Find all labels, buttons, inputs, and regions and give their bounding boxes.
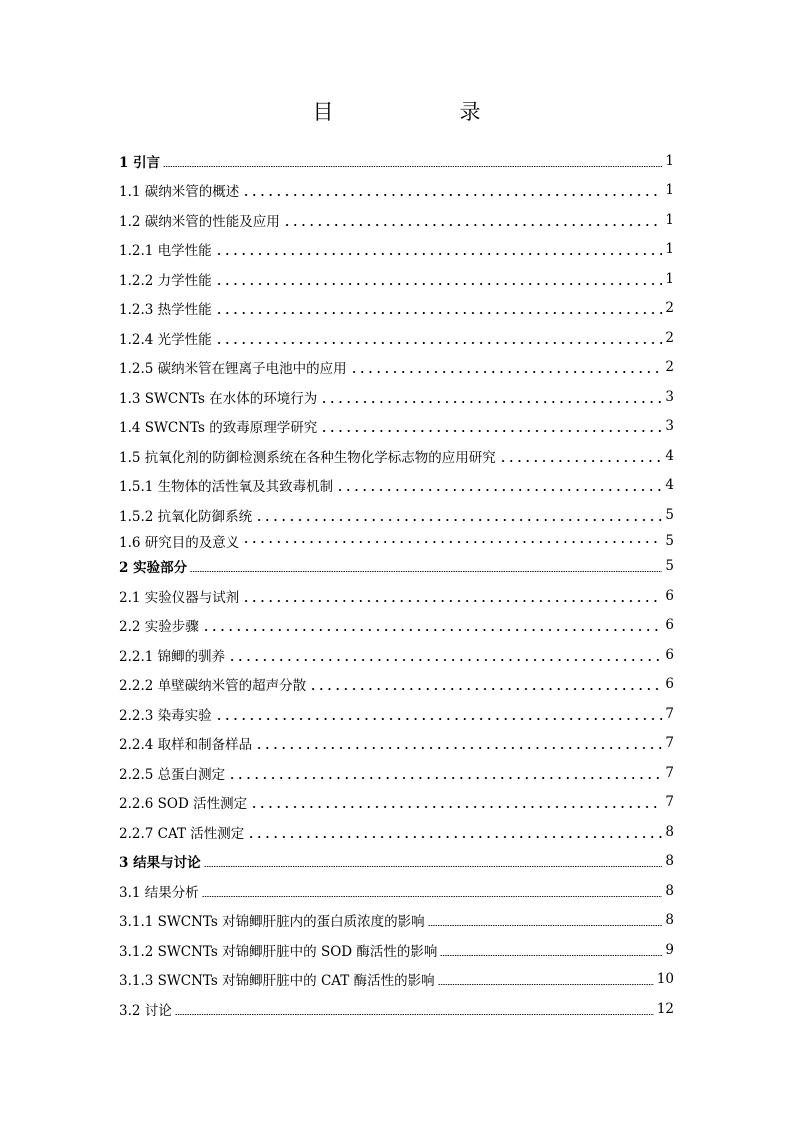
toc-dot-leader xyxy=(202,896,663,897)
toc-dot-leader xyxy=(228,777,662,779)
toc-entry-page-number: 1 xyxy=(665,182,674,199)
toc-entry[interactable] xyxy=(119,552,674,582)
toc-entry[interactable] xyxy=(119,294,674,324)
toc-dot-leader xyxy=(242,194,662,196)
toc-entry-label: 1.2.1 电学性能 xyxy=(119,243,212,260)
page-title: 目 录 xyxy=(312,100,509,124)
toc-entry-page-number: 2 xyxy=(665,300,674,317)
toc-entry-label: 2.2.5 总蛋白测定 xyxy=(119,766,226,783)
toc-entry-label: 1.5.1 生物体的活性氧及其致毒机制 xyxy=(119,479,334,496)
toc-entry[interactable] xyxy=(119,176,674,206)
toc-entry[interactable] xyxy=(119,412,674,442)
toc-entry-page-number: 5 xyxy=(665,532,674,549)
toc-entry-page-number: 9 xyxy=(665,941,674,958)
toc-dot-leader xyxy=(215,718,663,720)
toc-entry[interactable] xyxy=(119,146,674,176)
toc-entry-page-number: 2 xyxy=(665,359,674,376)
toc-entry[interactable] xyxy=(119,729,674,759)
toc-entry[interactable] xyxy=(119,640,674,670)
toc-entry-page-number: 1 xyxy=(665,270,674,287)
toc-entry-page-number: 7 xyxy=(665,764,674,781)
toc-entry-page-number: 8 xyxy=(665,912,674,929)
toc-dot-leader xyxy=(255,747,662,749)
toc-dot-leader xyxy=(204,866,663,867)
toc-entry-label: 1.2.2 力学性能 xyxy=(119,272,212,289)
toc-dot-leader xyxy=(350,371,663,373)
toc-dot-leader xyxy=(499,460,663,462)
toc-dot-leader xyxy=(215,342,663,344)
toc-entry[interactable] xyxy=(119,965,674,995)
toc-entry-page-number: 5 xyxy=(665,506,674,523)
toc-entry-label: 1.3 SWCNTs 在水体的环境行为 xyxy=(119,390,318,407)
toc-dot-leader xyxy=(336,489,662,491)
toc-dot-leader xyxy=(255,519,662,521)
toc-entry-page-number: 4 xyxy=(665,477,674,494)
toc-entry-label: 3.1 结果分析 xyxy=(119,884,199,901)
toc-entry-label: 2.2.2 单壁碳纳米管的超声分散 xyxy=(119,678,307,695)
toc-dot-leader xyxy=(309,688,662,690)
toc-dot-leader xyxy=(320,401,662,403)
toc-entry-label: 1.2.4 光学性能 xyxy=(119,331,212,348)
toc-entry-page-number: 6 xyxy=(665,617,674,634)
toc-entry-page-number: 6 xyxy=(665,587,674,604)
toc-dot-leader xyxy=(428,925,663,926)
toc-entry-page-number: 6 xyxy=(665,676,674,693)
toc-entry[interactable] xyxy=(119,581,674,611)
toc-entry-label: 1 引言 xyxy=(119,154,161,171)
toc-entry[interactable] xyxy=(119,441,674,471)
toc-entry[interactable] xyxy=(119,935,674,965)
toc-entry-label: 3.1.1 SWCNTs 对锦鲫肝脏内的蛋白质浓度的影响 xyxy=(119,914,425,931)
toc-dot-leader xyxy=(250,806,662,808)
toc-entry-page-number: 2 xyxy=(665,329,674,346)
toc-entry[interactable] xyxy=(119,530,674,552)
toc-entry[interactable] xyxy=(119,500,674,530)
toc-entry-label: 1.5 抗氧化剂的防御检测系统在各种生物化学标志物的应用研究 xyxy=(119,449,496,466)
toc-entry-page-number: 3 xyxy=(665,418,674,435)
toc-entry-page-number: 5 xyxy=(665,558,674,575)
toc-entry-page-number: 7 xyxy=(665,735,674,752)
toc-dot-leader xyxy=(215,312,663,314)
toc-entry-label: 2.2.3 染毒实验 xyxy=(119,707,212,724)
toc-entry-page-number: 1 xyxy=(665,211,674,228)
toc-entry-page-number: 1 xyxy=(665,152,674,169)
toc-entry-label: 2.2.6 SOD 活性测定 xyxy=(119,796,248,813)
toc-entry-label: 3 结果与讨论 xyxy=(119,855,201,872)
toc-entry[interactable] xyxy=(119,670,674,700)
toc-entry-label: 1.2.5 碳纳米管在锂离子电池中的应用 xyxy=(119,361,347,378)
toc-entry-page-number: 8 xyxy=(665,823,674,840)
toc-dot-leader xyxy=(175,1014,654,1015)
toc-entry[interactable] xyxy=(119,323,674,353)
toc-entry-label: 2.2 实验步骤 xyxy=(119,619,199,636)
toc-entry-label: 1.2 碳纳米管的性能及应用 xyxy=(119,213,280,230)
toc-dot-leader xyxy=(163,166,662,167)
toc-entry-label: 1.2.3 热学性能 xyxy=(119,302,212,319)
toc-entry-label: 2.1 实验仪器与试剂 xyxy=(119,589,240,606)
toc-entry[interactable] xyxy=(119,264,674,294)
table-of-contents xyxy=(119,146,674,1024)
toc-entry-page-number: 3 xyxy=(665,388,674,405)
toc-entry[interactable] xyxy=(119,906,674,936)
toc-entry-page-number: 4 xyxy=(665,447,674,464)
toc-entry[interactable] xyxy=(119,205,674,235)
toc-entry-label: 3.1.2 SWCNTs 对锦鲫肝脏中的 SOD 酶活性的影响 xyxy=(119,943,438,960)
toc-entry-label: 2.2.7 CAT 活性测定 xyxy=(119,825,245,842)
toc-dot-leader xyxy=(228,659,662,661)
toc-entry-label: 2.2.4 取样和制备样品 xyxy=(119,737,253,754)
toc-dot-leader xyxy=(320,430,662,432)
toc-dot-leader xyxy=(202,629,663,631)
toc-entry-label: 3.2 讨论 xyxy=(119,1002,172,1019)
toc-entry[interactable] xyxy=(119,758,674,788)
toc-entry-page-number: 7 xyxy=(665,705,674,722)
toc-entry-page-number: 12 xyxy=(656,1000,674,1017)
toc-entry-page-number: 6 xyxy=(665,646,674,663)
toc-entry-label: 1.6 研究目的及意义 xyxy=(119,534,240,551)
toc-dot-leader xyxy=(190,571,662,572)
toc-entry[interactable] xyxy=(119,471,674,501)
toc-dot-leader xyxy=(215,283,663,285)
toc-dot-leader xyxy=(242,600,662,602)
toc-entry-label: 1.5.2 抗氧化防御系统 xyxy=(119,508,253,525)
toc-entry[interactable] xyxy=(119,382,674,412)
toc-entry-page-number: 1 xyxy=(665,241,674,258)
toc-dot-leader xyxy=(247,836,662,838)
toc-entry-page-number: 8 xyxy=(665,853,674,870)
toc-entry-label: 3.1.3 SWCNTs 对锦鲫肝脏中的 CAT 酶活性的影响 xyxy=(119,973,435,990)
toc-dot-leader xyxy=(438,984,654,985)
toc-entry-page-number: 10 xyxy=(656,971,674,988)
toc-entry-label: 1.1 碳纳米管的概述 xyxy=(119,184,240,201)
toc-dot-leader xyxy=(440,955,662,956)
toc-entry-label: 2 实验部分 xyxy=(119,560,188,577)
toc-entry[interactable] xyxy=(119,353,674,383)
toc-dot-leader xyxy=(242,541,662,543)
toc-entry[interactable] xyxy=(119,235,674,265)
toc-entry[interactable] xyxy=(119,611,674,641)
toc-entry[interactable] xyxy=(119,876,674,906)
toc-entry-page-number: 8 xyxy=(665,882,674,899)
toc-entry-label: 1.4 SWCNTs 的致毒原理学研究 xyxy=(119,420,318,437)
toc-entry[interactable] xyxy=(119,699,674,729)
toc-entry-page-number: 7 xyxy=(665,794,674,811)
toc-entry[interactable] xyxy=(119,847,674,877)
toc-entry-label: 2.2.1 锦鲫的驯养 xyxy=(119,648,226,665)
toc-entry[interactable] xyxy=(119,817,674,847)
toc-dot-leader xyxy=(215,253,663,255)
toc-entry[interactable] xyxy=(119,788,674,818)
toc-entry[interactable] xyxy=(119,994,674,1024)
toc-dot-leader xyxy=(283,224,663,226)
